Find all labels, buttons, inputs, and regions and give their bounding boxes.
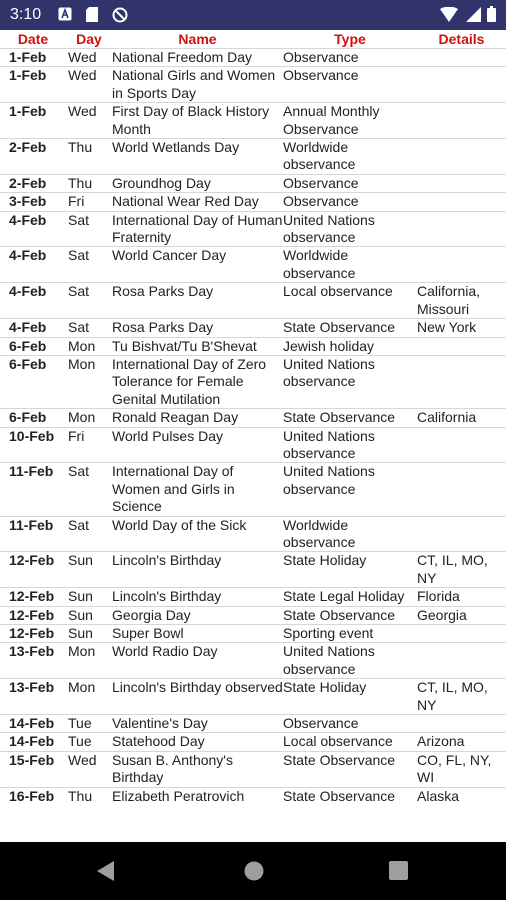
cell-type: Observance xyxy=(283,67,417,103)
cell-day: Tue xyxy=(66,733,112,751)
cell-type: Jewish holiday xyxy=(283,337,417,355)
cell-date: 11-Feb xyxy=(0,516,66,552)
cell-name: National Girls and Women in Sports Day xyxy=(112,67,283,103)
table-row xyxy=(0,679,506,715)
cell-type: State Observance xyxy=(283,409,417,427)
cell-details xyxy=(417,463,506,516)
cell-name: International Day of Human Fraternity xyxy=(112,211,283,246)
cell-date: 12-Feb xyxy=(0,552,66,588)
cell-day: Wed xyxy=(66,49,112,67)
home-icon[interactable] xyxy=(244,861,264,881)
cell-name: Groundhog Day xyxy=(112,174,283,192)
cell-name: World Cancer Day xyxy=(112,247,283,283)
table-row xyxy=(0,49,506,67)
cell-day: Wed xyxy=(66,67,112,103)
cell-day: Mon xyxy=(66,643,112,679)
cell-day: Sun xyxy=(66,606,112,624)
cell-details xyxy=(417,49,506,67)
table-row xyxy=(0,319,506,337)
cell-details: Arizona xyxy=(417,733,506,751)
cell-day: Sat xyxy=(66,283,112,319)
cell-date: 6-Feb xyxy=(0,355,66,408)
cell-details xyxy=(417,337,506,355)
cell-signal-icon xyxy=(466,7,481,22)
cell-day: Sat xyxy=(66,211,112,247)
cell-day: Sat xyxy=(66,319,112,337)
cell-details: Florida xyxy=(417,588,506,606)
cell-date: 1-Feb xyxy=(0,103,66,139)
table-row xyxy=(0,211,506,247)
cell-type: Annual Monthly Observance xyxy=(283,103,417,139)
cell-type: United Nations observance xyxy=(283,211,417,247)
sd-card-icon xyxy=(86,7,98,22)
cell-date: 2-Feb xyxy=(0,174,66,192)
cell-details xyxy=(417,247,506,283)
cell-details: California xyxy=(417,409,506,427)
cell-date: 12-Feb xyxy=(0,588,66,606)
cell-name: National Freedom Day xyxy=(112,49,283,67)
cell-date: 3-Feb xyxy=(0,193,66,211)
table-row xyxy=(0,103,506,139)
table-row xyxy=(0,283,506,319)
cell-name: Statehood Day xyxy=(112,733,283,751)
cell-day: Sat xyxy=(66,516,112,552)
wifi-icon xyxy=(440,7,458,22)
holiday-table-container[interactable] xyxy=(0,30,506,842)
cell-type: Sporting event xyxy=(283,625,417,643)
cell-details: New York xyxy=(417,319,506,337)
cell-date: 14-Feb xyxy=(0,733,66,751)
cell-name: World Wetlands Day xyxy=(112,139,283,175)
cell-type: Local observance xyxy=(283,283,417,319)
cell-date: 14-Feb xyxy=(0,715,66,733)
cell-day: Wed xyxy=(66,751,112,787)
cell-name: Lincoln's Birthday xyxy=(112,552,283,588)
header-name: Name xyxy=(178,31,217,47)
table-row xyxy=(0,139,506,175)
cell-name: International Day of Women and Girls in Science xyxy=(112,463,283,516)
table-row xyxy=(0,174,506,192)
cell-details xyxy=(417,516,506,552)
table-row xyxy=(0,516,506,552)
cell-name: World Pulses Day xyxy=(112,427,283,463)
cell-day: Mon xyxy=(66,409,112,427)
cell-name: Valentine's Day xyxy=(112,715,283,733)
cell-name: National Wear Red Day xyxy=(112,193,283,211)
cell-type: State Holiday xyxy=(283,679,417,715)
cell-day: Thu xyxy=(66,139,112,175)
cell-date: 15-Feb xyxy=(0,751,66,787)
cell-type: United Nations observance xyxy=(283,643,417,679)
cell-day: Fri xyxy=(66,427,112,463)
cell-name: World Day of the Sick xyxy=(112,516,283,552)
cell-details xyxy=(417,715,506,733)
cell-type: Observance xyxy=(283,49,417,67)
cell-date: 4-Feb xyxy=(0,211,66,247)
cell-date: 13-Feb xyxy=(0,643,66,679)
cell-name: Super Bowl xyxy=(112,625,283,643)
cell-day: Sun xyxy=(66,625,112,643)
cell-type: State Holiday xyxy=(283,552,417,588)
cell-type: United Nations observance xyxy=(283,463,417,516)
table-row xyxy=(0,606,506,624)
header-day: Day xyxy=(76,31,102,47)
cell-details: Alaska xyxy=(417,787,506,805)
cell-details xyxy=(417,625,506,643)
cell-type: Observance xyxy=(283,193,417,211)
cell-date: 1-Feb xyxy=(0,49,66,67)
cell-name: Rosa Parks Day xyxy=(112,283,283,319)
cell-date: 13-Feb xyxy=(0,679,66,715)
cell-date: 4-Feb xyxy=(0,247,66,283)
cell-date: 12-Feb xyxy=(0,606,66,624)
cell-details xyxy=(417,427,506,463)
cell-day: Thu xyxy=(66,174,112,192)
cell-day: Sun xyxy=(66,552,112,588)
cell-name: Rosa Parks Day xyxy=(112,319,283,337)
table-body xyxy=(0,49,506,806)
cell-type: Worldwide observance xyxy=(283,516,417,552)
cell-details xyxy=(417,174,506,192)
cell-name: First Day of Black History Month xyxy=(112,103,283,139)
table-row xyxy=(0,733,506,751)
cell-details xyxy=(417,139,506,175)
cell-type: State Observance xyxy=(283,787,417,805)
cell-type: State Observance xyxy=(283,606,417,624)
table-row xyxy=(0,355,506,408)
cell-type: United Nations observance xyxy=(283,427,417,463)
table-row xyxy=(0,193,506,211)
header-details: Details xyxy=(438,31,485,47)
cell-name: Susan B. Anthony's Birthday xyxy=(112,751,283,787)
cell-details xyxy=(417,211,506,247)
cell-type: Worldwide observance xyxy=(283,247,417,283)
cell-day: Mon xyxy=(66,337,112,355)
cell-day: Tue xyxy=(66,715,112,733)
cell-name: Tu Bishvat/Tu B'Shevat xyxy=(112,337,283,355)
cell-name: World Radio Day xyxy=(112,643,283,679)
table-header-row xyxy=(0,30,506,49)
cell-date: 1-Feb xyxy=(0,67,66,103)
data-saver-icon xyxy=(112,7,128,23)
status-bar xyxy=(0,0,506,30)
cell-type: State Observance xyxy=(283,751,417,787)
cell-name: Georgia Day xyxy=(112,606,283,624)
header-date: Date xyxy=(17,31,49,47)
cell-details xyxy=(417,643,506,679)
cell-details: CT, IL, MO, NY xyxy=(417,679,506,715)
cell-details: California, Missouri xyxy=(417,283,506,319)
cell-details: Georgia xyxy=(417,606,506,624)
battery-icon xyxy=(487,6,496,22)
table-row xyxy=(0,67,506,103)
cell-day: Wed xyxy=(66,103,112,139)
cell-type: Worldwide observance xyxy=(283,139,417,175)
cell-type: United Nations observance xyxy=(283,355,417,408)
table-row xyxy=(0,625,506,643)
cell-details: CO, FL, NY, WI xyxy=(417,751,506,787)
cell-date: 6-Feb xyxy=(0,337,66,355)
cell-type: Observance xyxy=(283,174,417,192)
cell-date: 10-Feb xyxy=(0,427,66,463)
cell-date: 4-Feb xyxy=(0,319,66,337)
cell-name: Lincoln's Birthday observed xyxy=(112,679,283,715)
table-row xyxy=(0,715,506,733)
cell-details: CT, IL, MO, NY xyxy=(417,552,506,588)
cell-type: State Legal Holiday xyxy=(283,588,417,606)
cell-day: Thu xyxy=(66,787,112,805)
cell-name: Elizabeth Peratrovich xyxy=(112,787,283,805)
table-row xyxy=(0,552,506,588)
cell-name: Lincoln's Birthday xyxy=(112,588,283,606)
holiday-table xyxy=(0,30,506,805)
table-row xyxy=(0,588,506,606)
table-row xyxy=(0,463,506,516)
cell-details xyxy=(417,67,506,103)
cell-day: Sun xyxy=(66,588,112,606)
cell-details xyxy=(417,355,506,408)
table-row xyxy=(0,787,506,805)
back-icon[interactable] xyxy=(97,861,115,881)
cell-date: 16-Feb xyxy=(0,787,66,805)
cell-day: Sat xyxy=(66,247,112,283)
recents-icon[interactable] xyxy=(389,861,409,881)
cell-details xyxy=(417,103,506,139)
cell-day: Fri xyxy=(66,193,112,211)
cell-day: Mon xyxy=(66,679,112,715)
cell-date: 6-Feb xyxy=(0,409,66,427)
navigation-bar xyxy=(0,842,506,900)
cell-date: 4-Feb xyxy=(0,283,66,319)
cell-type: Local observance xyxy=(283,733,417,751)
cell-details xyxy=(417,193,506,211)
cell-type: Observance xyxy=(283,715,417,733)
table-row xyxy=(0,247,506,283)
cell-type: State Observance xyxy=(283,319,417,337)
header-type: Type xyxy=(334,31,366,47)
clock: 3:10 xyxy=(10,6,42,23)
table-row xyxy=(0,409,506,427)
cell-date: 11-Feb xyxy=(0,463,66,516)
cell-name: International Day of Zero Tolerance for Female Genital Mutilation xyxy=(112,355,283,408)
cell-day: Sat xyxy=(66,463,112,516)
app-notification-icon xyxy=(58,7,72,21)
cell-date: 12-Feb xyxy=(0,625,66,643)
table-row xyxy=(0,337,506,355)
table-row xyxy=(0,427,506,463)
table-row xyxy=(0,643,506,679)
cell-day: Mon xyxy=(66,355,112,408)
cell-name: Ronald Reagan Day xyxy=(112,409,283,427)
cell-date: 2-Feb xyxy=(0,139,66,175)
table-row xyxy=(0,751,506,787)
